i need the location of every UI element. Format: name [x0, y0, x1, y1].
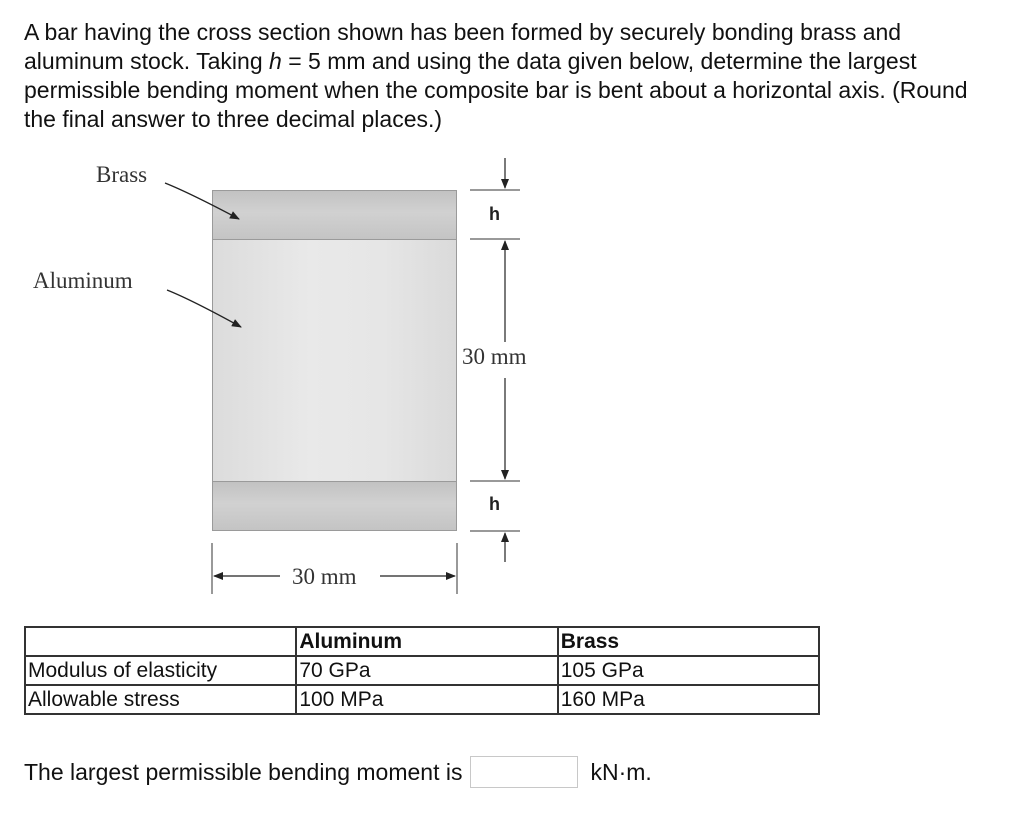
- answer-input[interactable]: [470, 756, 578, 788]
- aluminum-value: 100 MPa: [296, 685, 557, 714]
- aluminum-value: 70 GPa: [296, 656, 557, 685]
- header-cell: [25, 627, 296, 656]
- aluminum-label: Aluminum: [33, 268, 133, 293]
- variable-h: h: [269, 48, 282, 74]
- table-row: [25, 685, 819, 714]
- table-row: [25, 656, 819, 685]
- h-bottom-label: h: [489, 494, 500, 514]
- h-top-label: h: [489, 204, 500, 224]
- question-text-part2: = 5 mm and using the data given below, determine the largest permissible bending moment when the composite bar is bent about a horizontal axis. (Round the final answer to three decimal places.): [24, 48, 968, 132]
- answer-line: [24, 754, 652, 790]
- brass-value: 105 GPa: [558, 656, 819, 685]
- header-cell-brass: Brass: [558, 627, 819, 656]
- question-text-part1: A bar having the cross section shown has been formed by securely bonding brass and aluminum stock. Taking: [24, 19, 902, 74]
- material-properties-table: [24, 626, 820, 715]
- width-dimension-label: 30 mm: [292, 564, 357, 589]
- answer-unit: kN·m.: [590, 758, 652, 785]
- table-header-row: [25, 627, 819, 656]
- answer-prompt: The largest permissible bending moment is: [24, 758, 463, 785]
- row-label: Allowable stress: [25, 685, 296, 714]
- header-cell-aluminum: Aluminum: [296, 627, 557, 656]
- row-label: Modulus of elasticity: [25, 656, 296, 685]
- brass-value: 160 MPa: [558, 685, 819, 714]
- brass-label: Brass: [96, 162, 148, 187]
- height-dimension-label: 30 mm: [462, 344, 527, 369]
